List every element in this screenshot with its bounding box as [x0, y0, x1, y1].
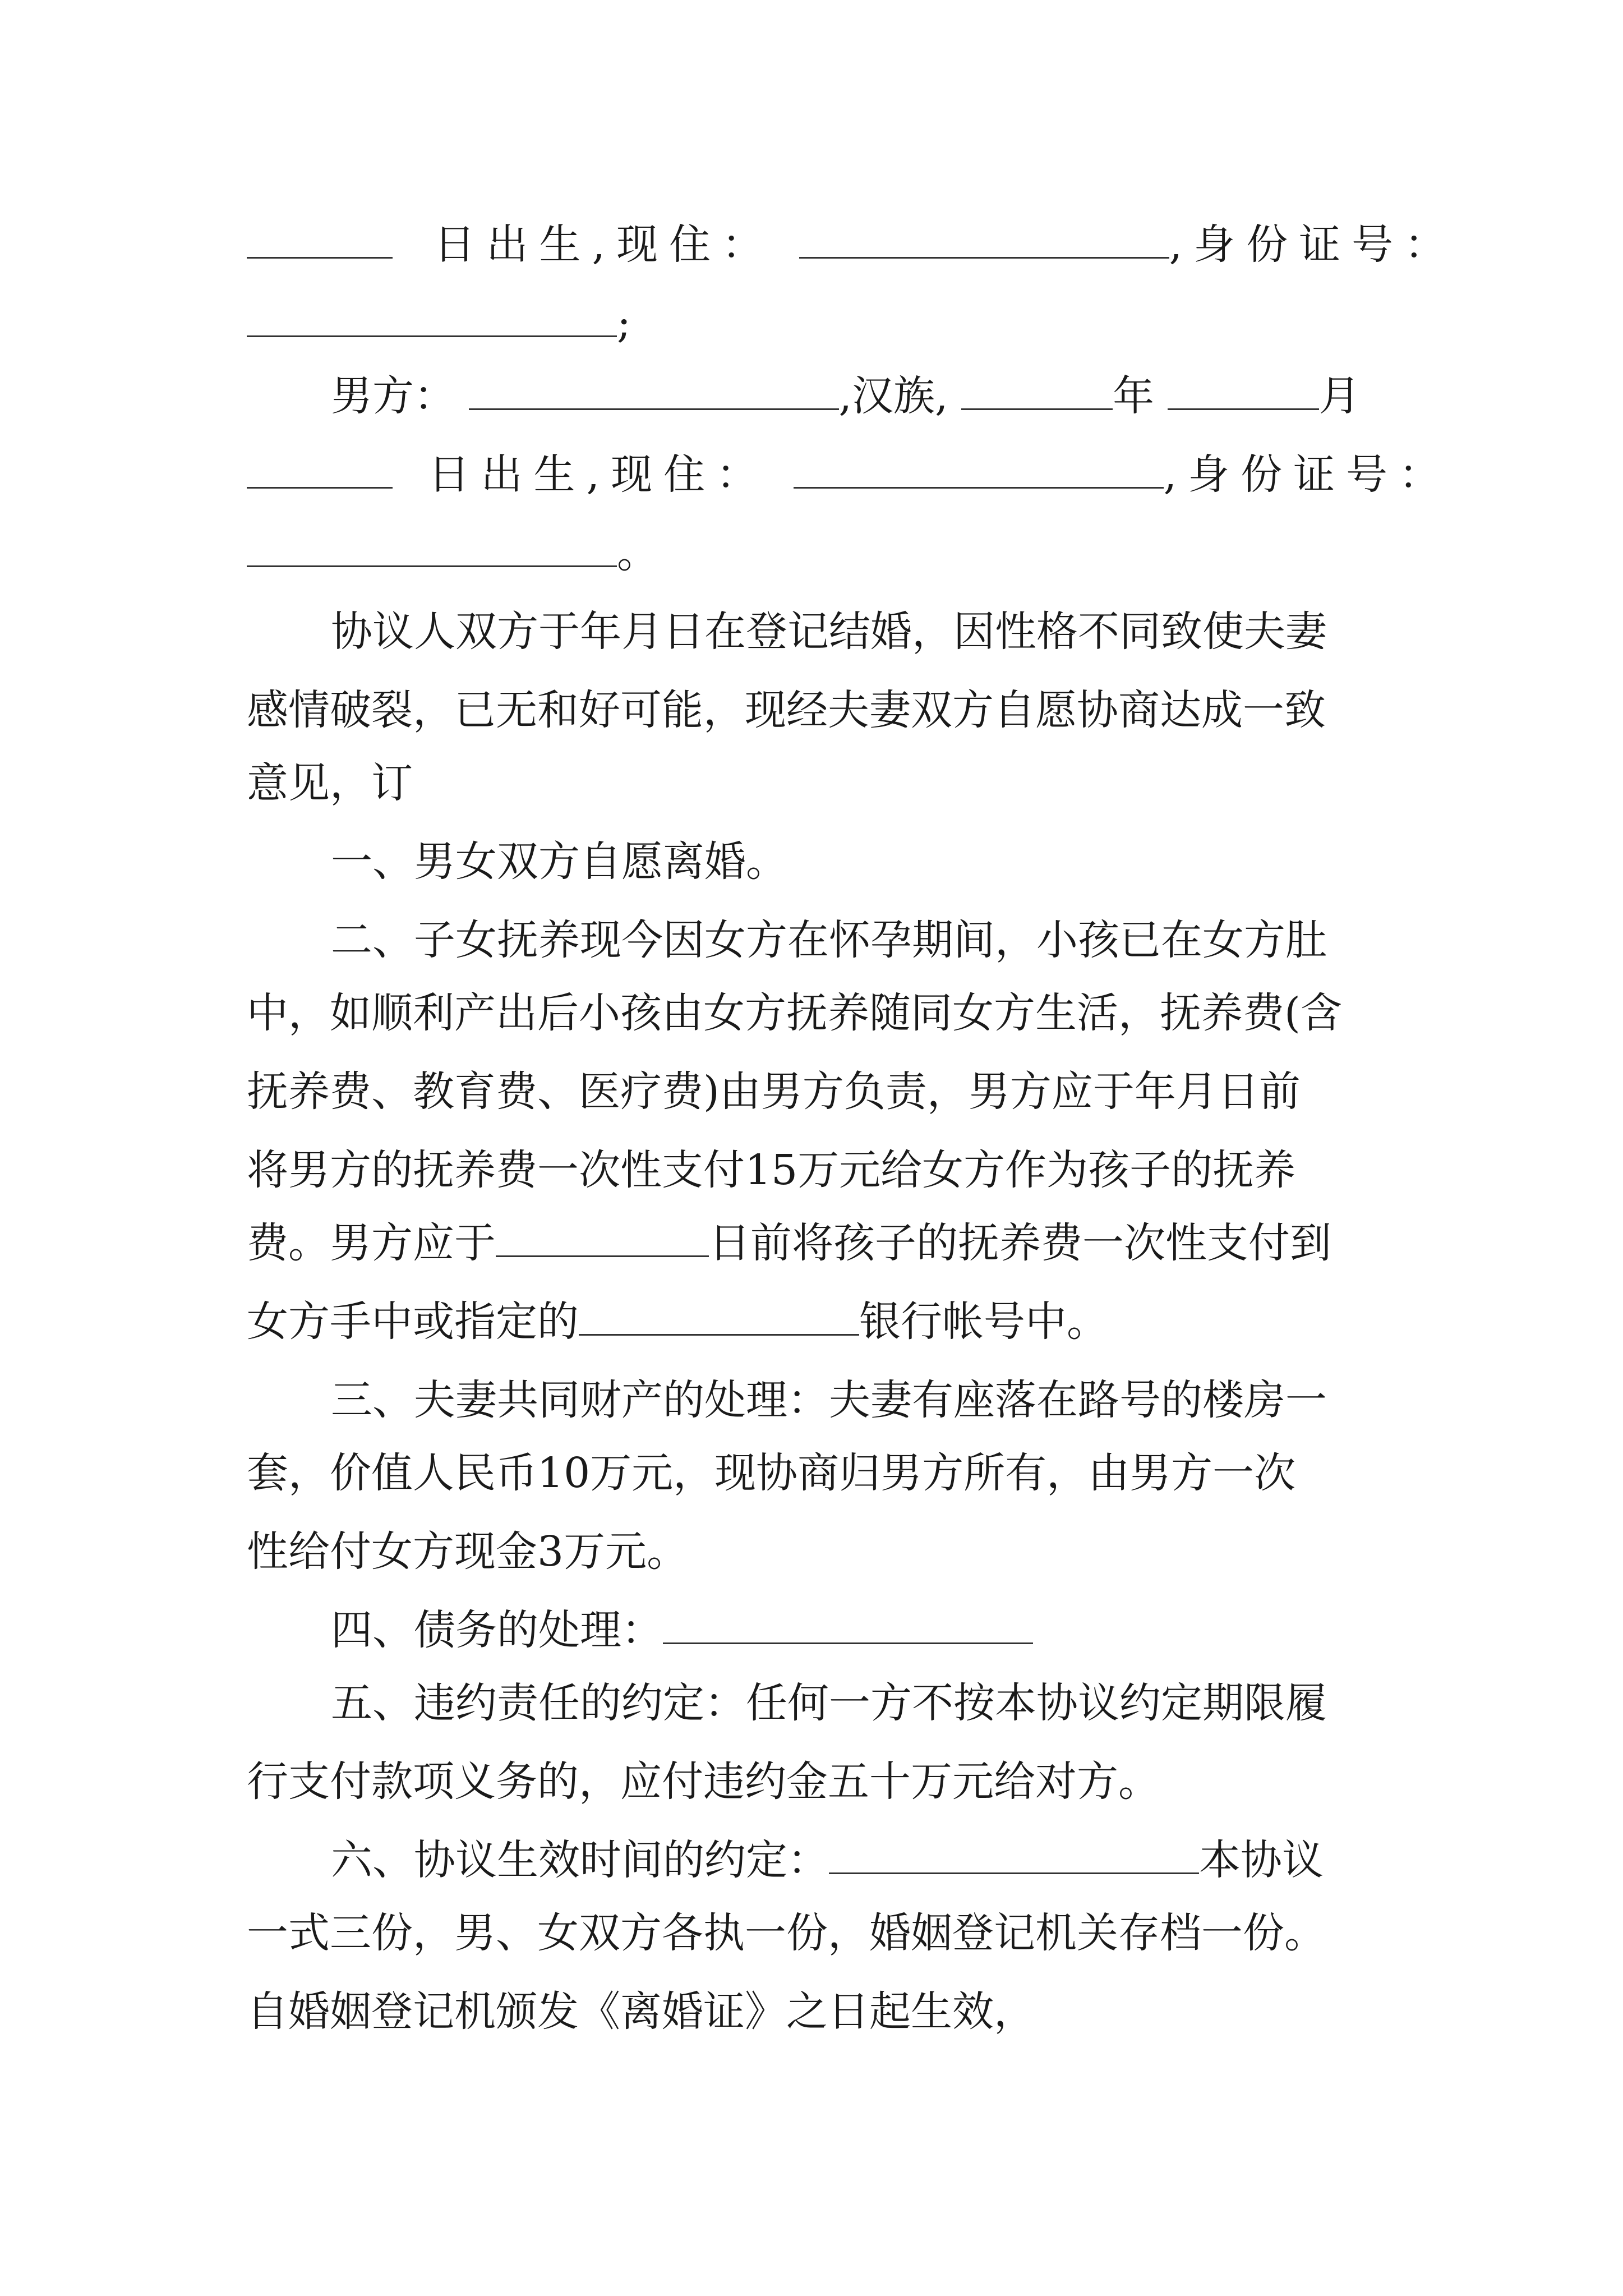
- birth-day-blank[interactable]: [247, 218, 393, 259]
- clause-2-line-2: [247, 974, 1391, 1052]
- clause-3-line-2: [247, 1434, 1391, 1512]
- clause-text: 一、男女双方自愿离婚。: [331, 838, 787, 886]
- clause-text: 抚养费、教育费、医疗费)由男方负责，男方应于年月日前: [247, 1068, 1301, 1116]
- address-label: 现住：: [611, 450, 769, 499]
- id-label: 身份证号：: [1188, 450, 1452, 499]
- intro-line-3: [247, 744, 1391, 822]
- clause-text: 五、违约责任的约定：任何一方不按本协议约定期限履: [331, 1679, 1327, 1727]
- clause-3-line-1: [247, 1361, 1391, 1439]
- comma: ,: [592, 220, 617, 269]
- period: 。: [617, 529, 658, 577]
- birth-label: 日出生: [434, 220, 592, 269]
- clause-text: 女方手中或指定的: [247, 1297, 579, 1346]
- birth-day-blank[interactable]: [247, 448, 393, 489]
- address-label: 现住：: [616, 220, 775, 269]
- intro-text: 感情破裂，已无和好可能，现经夫妻双方自愿协商达成一致: [247, 686, 1326, 734]
- clause-2-line-5: [247, 1204, 1391, 1282]
- clause-3-line-3: [247, 1512, 1391, 1591]
- clause-text: 日前将孩子的抚养费一次性支付到: [709, 1219, 1331, 1267]
- address-blank[interactable]: [799, 218, 1169, 259]
- female-birth-address-line: [247, 205, 1458, 284]
- clause-5-line-1: [247, 1664, 1391, 1742]
- clause-text: 将男方的抚养费一次性支付15万元给女方作为孩子的抚养: [247, 1146, 1296, 1194]
- semicolon: ;: [617, 299, 631, 347]
- comma: ,: [1169, 220, 1194, 269]
- bank-blank[interactable]: [579, 1295, 859, 1336]
- clause-text: 本协议: [1199, 1836, 1324, 1884]
- year-label: 年: [1113, 372, 1155, 420]
- clause-text: 一式三份，男、女双方各执一份，婚姻登记机关存档一份。: [247, 1909, 1326, 1957]
- intro-text: 协议人双方于年月日在登记结婚，因性格不同致使夫妻: [331, 608, 1327, 656]
- clause-text: 套，价值人民币10万元，现协商归男方所有，由男方一次: [247, 1449, 1296, 1497]
- effective-blank[interactable]: [829, 1833, 1199, 1874]
- month-blank[interactable]: [1168, 369, 1319, 410]
- intro-line-1: [247, 592, 1391, 671]
- clause-text: 四、债务的处理：: [331, 1606, 663, 1654]
- clause-2-line-4: [247, 1131, 1391, 1209]
- clause-6-line-1: [247, 1821, 1391, 1899]
- debt-blank[interactable]: [663, 1603, 1033, 1644]
- address-blank[interactable]: [794, 448, 1164, 489]
- clause-2-line-6: [247, 1282, 1391, 1361]
- id-number-blank[interactable]: [247, 526, 617, 567]
- clause-2-line-3: [247, 1052, 1391, 1131]
- comma: ,: [586, 450, 611, 499]
- year-blank[interactable]: [961, 369, 1113, 410]
- clause-6-line-2: [247, 1894, 1391, 1972]
- male-label: 男方：: [331, 372, 455, 420]
- clause-text: 六、协议生效时间的约定：: [331, 1836, 829, 1884]
- clause-text: 三、夫妻共同财产的处理：夫妻有座落在路号的楼房一: [331, 1376, 1327, 1424]
- clause-text: 费。男方应于: [247, 1219, 496, 1267]
- comma: ,: [1163, 450, 1188, 499]
- clause-5-line-2: [247, 1742, 1391, 1821]
- clause-4: [247, 1591, 1391, 1669]
- clause-text: 二、子女抚养现今因女方在怀孕期间，小孩已在女方肚: [331, 916, 1327, 964]
- clause-text: 中，如顺利产出后小孩由女方抚养随同女方生活，抚养费(含: [247, 989, 1342, 1037]
- clause-1: [247, 822, 1391, 901]
- month-label: 月: [1318, 372, 1361, 420]
- clause-text: 行支付款项义务的，应付违约金五十万元给对方。: [247, 1757, 1160, 1806]
- payment-date-blank[interactable]: [496, 1216, 709, 1257]
- male-id-line: [247, 514, 1391, 592]
- id-number-blank[interactable]: [247, 296, 617, 337]
- intro-line-2: [247, 671, 1391, 749]
- id-label: 身份证号：: [1193, 220, 1458, 269]
- clause-text: 银行帐号中。: [859, 1297, 1108, 1346]
- ethnic-label: ,汉族,: [838, 372, 948, 420]
- female-id-line: [247, 284, 1391, 362]
- clause-2-line-1: [247, 901, 1391, 979]
- intro-text: 意见，订: [247, 759, 413, 807]
- birth-label: 日出生: [428, 450, 587, 499]
- male-name-blank[interactable]: [469, 369, 839, 410]
- clause-text: 性给付女方现金3万元。: [247, 1527, 689, 1576]
- male-birth-address-line: [247, 435, 1452, 514]
- male-line: [247, 357, 1391, 435]
- clause-6-line-3: [247, 1972, 1391, 2051]
- clause-text: 自婚姻登记机颁发《离婚证》之日起生效，: [247, 1987, 1035, 2036]
